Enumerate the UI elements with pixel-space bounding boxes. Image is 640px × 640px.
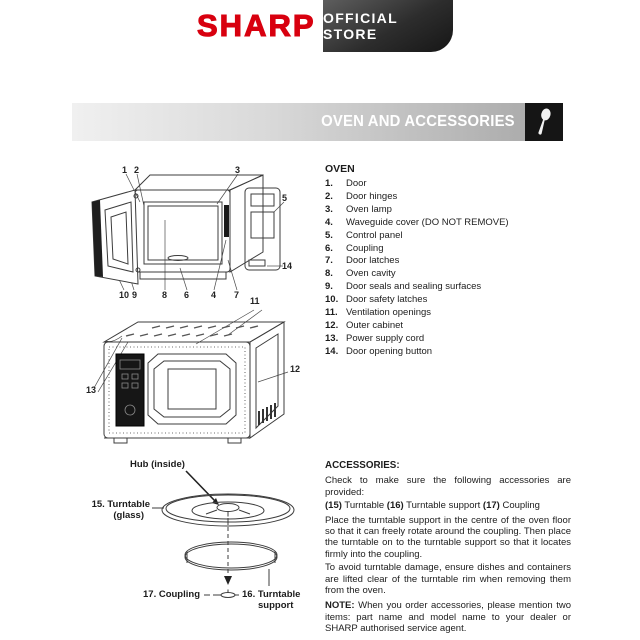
part-label: Door hinges xyxy=(346,190,398,202)
callout-ventilation: 11 xyxy=(250,296,260,306)
oven-list-item xyxy=(325,281,571,294)
note-text: When you order accessories, please mention two items: part name and model name to your dealer or SHARP authorised service agent. xyxy=(325,600,571,635)
accessories-intro: Check to make sure the following accessories are provided: xyxy=(325,475,571,498)
accessories-note xyxy=(325,600,571,634)
callout-door: 1 xyxy=(122,165,128,175)
turntable-support-label xyxy=(242,589,318,611)
oven-list-item xyxy=(325,243,571,256)
official-store-badge xyxy=(323,0,453,52)
part-number: 12. xyxy=(325,319,339,331)
oven-list-item xyxy=(325,268,571,281)
oven-parts-section xyxy=(325,163,571,359)
microwave-front-diagram xyxy=(78,296,318,460)
turntable-support-label-line2: support xyxy=(258,600,294,611)
turntable-glass-label-line1: 15. Turntable xyxy=(91,499,150,510)
accessory-number: (15) xyxy=(325,500,342,512)
part-label: Waveguide cover (DO NOT REMOVE) xyxy=(346,216,509,228)
oven-list-heading: OVEN xyxy=(325,163,355,175)
coupling-label: 17. Coupling xyxy=(143,589,200,600)
part-number: 5. xyxy=(325,229,333,241)
callout-outer-cabinet: 12 xyxy=(290,364,301,374)
turntable-drawing xyxy=(78,455,328,640)
callout-door-button: 14 xyxy=(282,261,293,271)
part-number: 8. xyxy=(325,268,333,280)
section-title-bar xyxy=(72,103,563,141)
accessory-number: (16) xyxy=(386,500,404,512)
accessories-section xyxy=(325,460,571,637)
part-label: Door latches xyxy=(346,255,400,267)
callout-power-cord: 13 xyxy=(86,385,97,395)
note-label: NOTE: xyxy=(325,600,355,612)
part-label: Outer cabinet xyxy=(346,319,404,331)
oven-list-item xyxy=(325,307,571,320)
callout-safety-latches: 10 xyxy=(119,290,130,300)
turntable-glass-label xyxy=(78,499,150,521)
part-number: 4. xyxy=(325,216,333,228)
microwave-open-diagram xyxy=(78,160,318,308)
microwave-open-drawing xyxy=(78,160,318,308)
part-number: 3. xyxy=(325,203,333,215)
accessories-heading: ACCESSORIES: xyxy=(325,460,400,471)
oven-list-item xyxy=(325,294,571,307)
oven-list-item xyxy=(325,255,571,268)
spoon-icon xyxy=(525,103,563,141)
part-number: 9. xyxy=(325,281,333,293)
oven-list-item xyxy=(325,217,571,230)
callout-door-seals: 9 xyxy=(132,290,138,300)
part-number: 11. xyxy=(325,307,338,319)
part-number: 1. xyxy=(325,178,333,189)
callout-door-latches: 7 xyxy=(234,290,240,300)
oven-list-item xyxy=(325,230,571,243)
oven-list-item xyxy=(325,178,571,191)
callout-oven-cavity: 8 xyxy=(162,290,168,300)
part-label: Door safety latches xyxy=(346,294,428,306)
part-label: Coupling xyxy=(346,242,384,254)
sharp-logo: SHARP xyxy=(197,8,316,43)
accessory-name: Turntable support xyxy=(403,500,483,512)
part-label: Oven lamp xyxy=(346,203,392,215)
part-number: 6. xyxy=(325,242,333,254)
accessory-number: (17) xyxy=(482,500,500,512)
callout-waveguide: 4 xyxy=(211,290,217,300)
hub-label: Hub (inside) xyxy=(130,459,185,470)
part-number: 10. xyxy=(325,294,339,306)
oven-list-item xyxy=(325,346,571,359)
part-label: Door opening button xyxy=(346,345,433,357)
accessories-list-line xyxy=(325,500,571,511)
turntable-support-label-line1: 16. Turntable xyxy=(242,589,301,600)
part-number: 7. xyxy=(325,255,333,267)
oven-list-item xyxy=(325,204,571,217)
oven-list-item xyxy=(325,320,571,333)
accessory-name: Turntable xyxy=(341,500,387,512)
part-label: Ventilation openings xyxy=(346,307,432,319)
accessories-placement-paragraph: Place the turntable support in the centre of the oven floor so that it can freely rotate around the coupling. Then place the turntable on to the turntable support so that it locates firmly into the coupling. xyxy=(325,514,571,560)
part-label: Power supply cord xyxy=(346,332,425,344)
callout-coupling: 6 xyxy=(184,290,190,300)
part-label: Door seals and sealing surfaces xyxy=(346,281,482,293)
oven-parts-list xyxy=(325,178,571,359)
accessory-name: Coupling xyxy=(499,500,540,512)
callout-door-hinges: 2 xyxy=(134,165,140,175)
microwave-front-drawing xyxy=(78,308,318,460)
callout-control-panel: 5 xyxy=(282,193,288,203)
page-title: OVEN AND ACCESSORIES xyxy=(321,113,515,130)
oven-list-item xyxy=(325,191,571,204)
part-label: Control panel xyxy=(346,229,403,241)
part-label: Oven cavity xyxy=(346,268,396,280)
part-number: 2. xyxy=(325,190,333,202)
part-number: 14. xyxy=(325,345,339,357)
callout-oven-lamp: 3 xyxy=(235,165,241,175)
turntable-glass-label-line2: (glass) xyxy=(113,510,144,521)
accessories-warning-paragraph: To avoid turntable damage, ensure dishes and containers are lifted clear of the turntable rim when removing them from the oven. xyxy=(325,562,571,597)
official-store-badge-label: OFFICIAL STORE xyxy=(323,10,398,42)
turntable-diagram xyxy=(78,455,328,640)
part-number: 13. xyxy=(325,332,339,344)
oven-list-item xyxy=(325,333,571,346)
part-label: Door xyxy=(346,178,367,189)
